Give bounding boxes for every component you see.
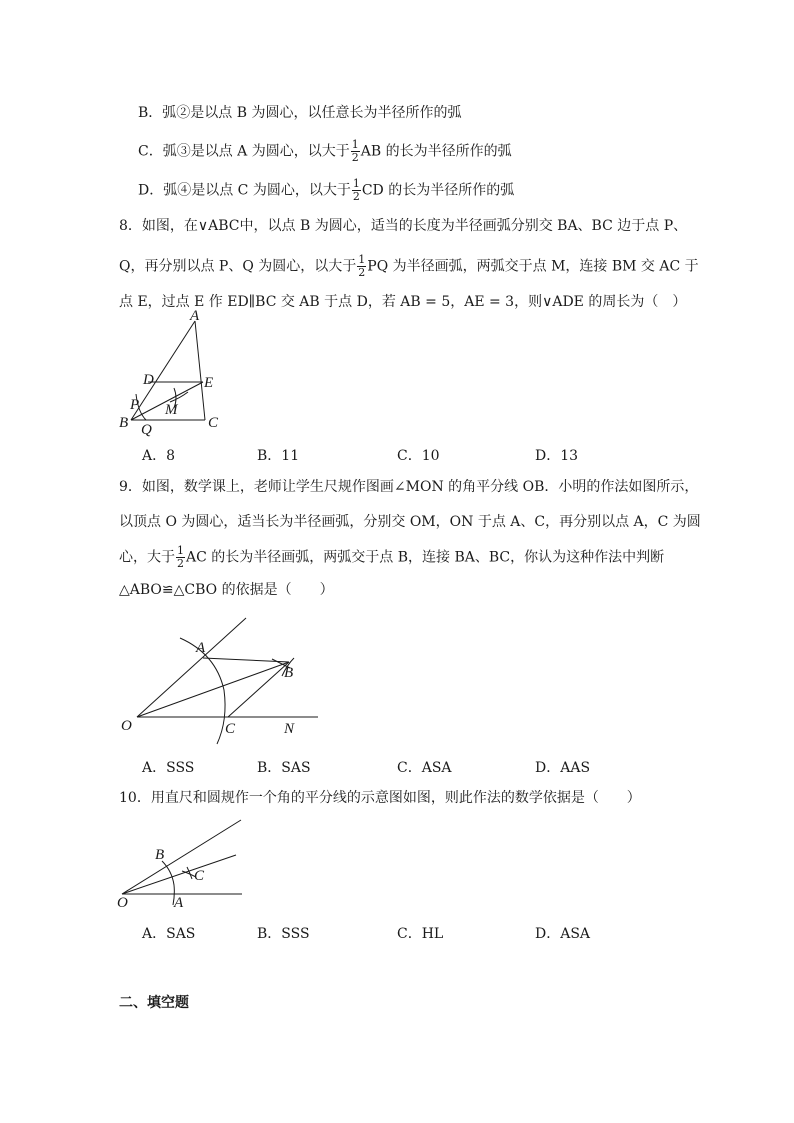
q9-stem-line4: △ABO≌△CBO 的依据是（ ） — [119, 582, 334, 598]
q8-option-c[interactable]: C．10 — [397, 448, 440, 464]
fraction: $\frac{1}{2}$ — [352, 177, 360, 203]
q10-option-a[interactable]: A．SAS — [142, 926, 196, 942]
q8-option-b[interactable]: B．11 — [257, 448, 300, 464]
q7-option-b: B．弧②是以点 B 为圆心，以任意长为半径所作的弧 — [138, 105, 462, 121]
q8-figure — [110, 308, 230, 438]
label-b: B — [155, 847, 165, 863]
q8-stem-line2-tail: PQ 为半径画弧，两弧交于点 M，连接 BM 交 AC 于 — [367, 258, 699, 275]
q9-stem-line1: 9．如图，数学课上，老师让学生尺规作图画∠MON 的角平分线 OB．小明的作法如图所示， — [119, 479, 699, 495]
q10-option-d[interactable]: D．ASA — [535, 926, 591, 942]
q9-option-b[interactable]: B．SAS — [257, 760, 311, 776]
q7-option-c-tail: AB 的长为半径所作的弧 — [360, 143, 512, 160]
label-a: A — [196, 640, 206, 656]
q10-figure — [112, 815, 252, 911]
label-b: B — [284, 665, 294, 681]
q7-option-d-text: D．弧④是以点 C 为圆心，以大于 — [138, 182, 351, 199]
label-p: P — [130, 397, 140, 413]
label-d: D — [143, 372, 154, 388]
q8-option-d[interactable]: D．13 — [535, 448, 579, 464]
q9-stem-line3-tail: AC 的长为半径画弧，两弧交于点 B，连接 BA、BC，你认为这种作法中判断 — [186, 549, 665, 566]
label-c: C — [194, 868, 205, 884]
q7-option-c-text: C．弧③是以点 A 为圆心，以大于 — [138, 143, 350, 160]
q8-stem-line2-text: Q，再分别以点 P、Q 为圆心，以大于 — [119, 258, 357, 275]
q9-stem-line3-text: 心，大于 — [119, 549, 175, 566]
fraction: $\frac{1}{2}$ — [351, 138, 359, 164]
q7-option-d-tail: CD 的长为半径所作的弧 — [361, 182, 515, 199]
label-c: C — [225, 721, 236, 737]
q8-stem-line3: 点 E，过点 E 作 ED∥BC 交 AB 于点 D，若 AB = 5，AE = 3，则∨ADE 的周长为（ ） — [119, 294, 687, 310]
q9-option-d[interactable]: D．AAS — [535, 760, 591, 776]
q10-stem: 10．用直尺和圆规作一个角的平分线的示意图如图，则此作法的数学依据是（ ） — [119, 790, 641, 806]
label-m: M — [165, 402, 178, 418]
q9-option-a[interactable]: A．SSS — [142, 760, 195, 776]
section-title: 二、填空题 — [119, 995, 189, 1011]
label-e: E — [204, 375, 214, 391]
q9-stem-line3 — [119, 545, 664, 570]
q7-option-c — [138, 139, 512, 164]
q9-figure — [112, 610, 332, 750]
label-q: Q — [141, 422, 152, 438]
q9-option-c[interactable]: C．ASA — [397, 760, 452, 776]
label-o: O — [117, 895, 128, 911]
label-n: N — [284, 721, 295, 737]
q9-stem-line2: 以顶点 O 为圆心，适当长为半径画弧，分别交 OM，ON 于点 A、C，再分别以点 A，C 为圆 — [119, 514, 701, 530]
fraction: $\frac{1}{2}$ — [358, 253, 366, 279]
q7-option-d — [138, 178, 514, 203]
label-o: O — [121, 718, 132, 734]
q8-stem-line2 — [119, 254, 699, 279]
label-c: C — [208, 415, 219, 431]
q10-option-b[interactable]: B．SSS — [257, 926, 310, 942]
label-b: B — [119, 415, 129, 431]
q8-stem-line1: 8．如图，在∨ABC中，以点 B 为圆心，适当的长度为半径画弧分别交 BA、BC 边于点 P、 — [119, 218, 688, 234]
q10-option-c[interactable]: C．HL — [397, 926, 444, 942]
q8-option-a[interactable]: A．8 — [142, 448, 176, 464]
fraction: $\frac{1}{2}$ — [177, 544, 184, 570]
label-a: A — [174, 895, 184, 911]
label-a: A — [190, 308, 200, 324]
